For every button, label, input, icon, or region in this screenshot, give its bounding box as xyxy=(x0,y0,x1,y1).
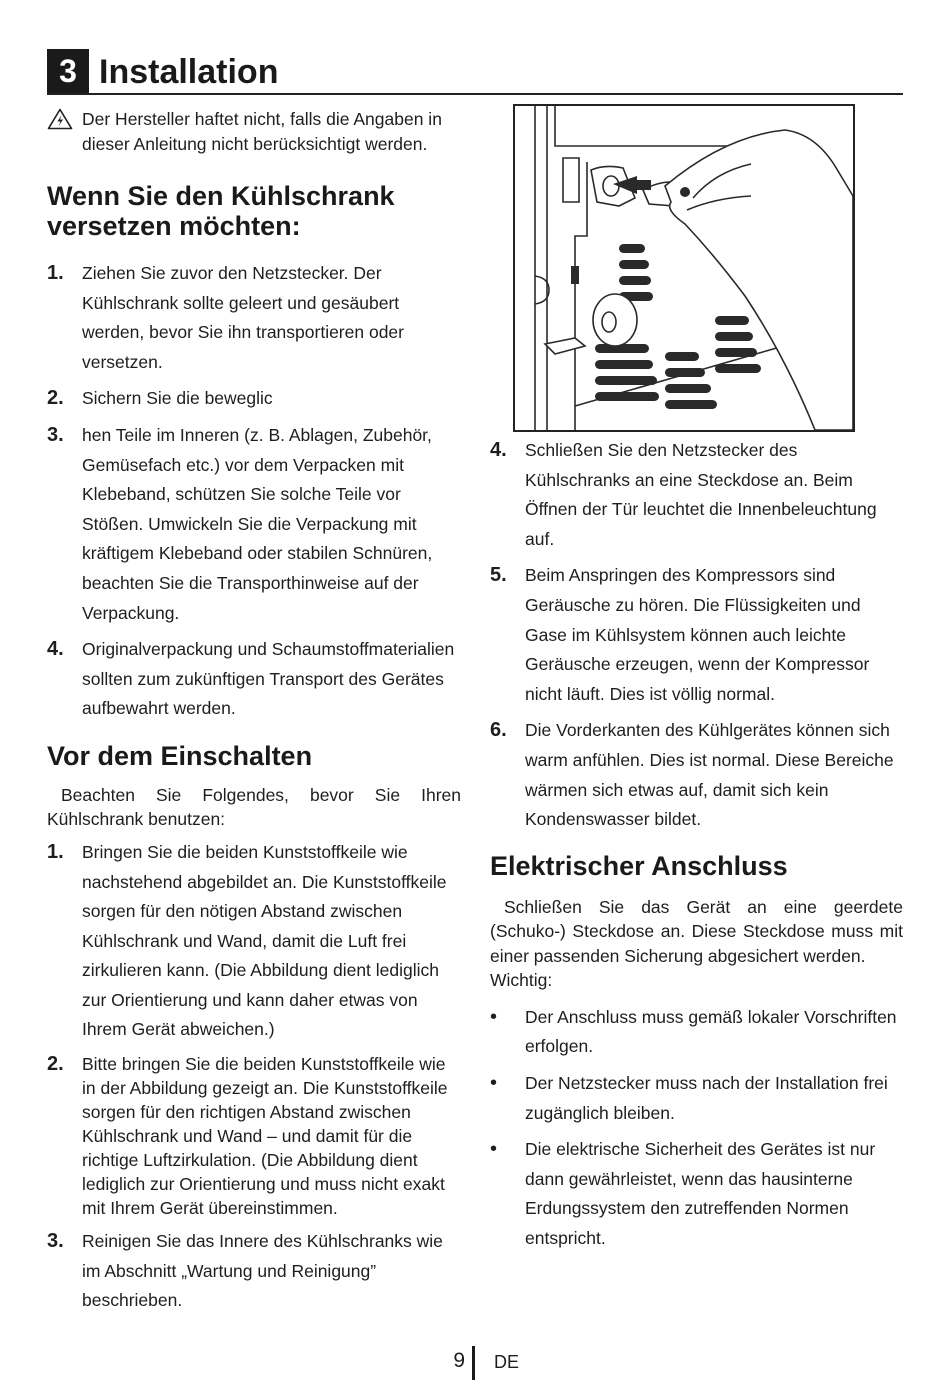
before-steps xyxy=(47,838,461,1316)
step-number: 5. xyxy=(490,564,507,587)
before-intro: Beachten Sie Folgendes, bevor Sie Ihren Kühlschrank benutzen: xyxy=(47,784,461,830)
step-number: 1. xyxy=(47,262,64,284)
heading-move: Wenn Sie den Kühlschrank versetzen möchten: xyxy=(47,181,395,241)
right-column xyxy=(490,436,903,1260)
step-number: 3. xyxy=(47,1230,64,1253)
step-text: hen Teile im Inneren (z. B. Ablagen, Zubehör, Gemüsefach etc.) vor dem Verpacken mit Klebeband, schützen Sie solche Teile vor Stößen. Umwickeln Sie die Verpackung mit kräftigem Klebeband oder stabilen Schnüren, beachten Sie die Transporthinweise auf der Verpackung. xyxy=(82,424,433,623)
footer-divider xyxy=(472,1346,475,1380)
bullet-text: Die elektrische Sicherheit des Gerätes ist nur dann gewährleistet, wenn das hausinterne Erdungssystem den zutreffenden Normen entspricht. xyxy=(525,1139,876,1248)
chapter-title: Installation xyxy=(99,53,279,91)
list-item xyxy=(47,259,461,377)
list-item xyxy=(490,436,903,554)
electrical-intro: Schließen Sie das Gerät an eine geerdete (Schuko-) Steckdose an. Diese Steckdose muss mit einer passenden Sicherung abgesichert werden. xyxy=(490,896,903,966)
step-number: 6. xyxy=(490,719,507,742)
list-item xyxy=(47,635,461,724)
list-item xyxy=(47,421,461,628)
step-text: Bitte bringen Sie die beiden Kunststoffkeile wie in der Abbildung gezeigt an. Die Kunststoffkeile sorgen für den richtigen Abstand zwischen Kühlschrank und Wand – und damit für die richtige Luftzirkulation. (Die Abbildung dient lediglich zur Orientierung und muss nicht exakt mit Ihrem Gerät übereinstimmen. xyxy=(82,1054,448,1219)
left-column xyxy=(47,104,461,1323)
chapter-header xyxy=(47,49,903,95)
warning-text: Der Hersteller haftet nicht, falls die Angaben in dieser Anleitung nicht berücksichtigt werden. xyxy=(82,109,442,154)
step-number: 4. xyxy=(47,638,64,661)
list-item xyxy=(47,1227,461,1316)
step-text: Bringen Sie die beiden Kunststoffkeile wie nachstehend abgebildet an. Die Kunststoffkeile sorgen für den nötigen Abstand zwischen Kühlschrank und Wand, damit die Luft frei zirkulieren kann. (Die Abbildung dient lediglich zur Orientierung und kann daher etwas von Ihrem Gerät abweichen.) xyxy=(82,841,447,1040)
heading-electrical: Elektrischer Anschluss xyxy=(490,850,788,881)
step-number: 2. xyxy=(47,387,64,410)
language-code: DE xyxy=(494,1352,520,1372)
step-text: Beim Anspringen des Kompressors sind Geräusche zu hören. Die Flüssigkeiten und Gase im Kühlsystem können auch leichte Geräusche erzeugen, wenn der Kompressor nicht läuft. Dies ist völlig normal. xyxy=(525,565,870,704)
list-item xyxy=(490,1135,903,1253)
warning-note xyxy=(47,107,461,157)
step-number: 3. xyxy=(47,423,64,446)
bullet-text: Der Anschluss muss gemäß lokaler Vorschriften erfolgen. xyxy=(525,1006,897,1057)
electrical-important: Wichtig: xyxy=(490,970,553,991)
electrical-bullets xyxy=(490,1003,903,1254)
move-steps xyxy=(47,259,461,724)
step-text: Schließen Sie den Netzstecker des Kühlschranks an eine Steckdose an. Beim Öffnen der Tür leuchtet die Innenbeleuchtung auf. xyxy=(525,440,877,549)
step-text: Reinigen Sie das Innere des Kühlschranks wie im Abschnitt „Wartung und Reinigung” beschrieben. xyxy=(82,1231,443,1311)
step-number: 4. xyxy=(490,439,507,461)
page-footer xyxy=(0,1346,950,1382)
chapter-number: 3 xyxy=(47,49,89,93)
list-item xyxy=(490,561,903,709)
page-number: 9 xyxy=(453,1349,465,1372)
step-text: Ziehen Sie zuvor den Netzstecker. Der Kühlschrank sollte geleert und gesäubert werden, bevor Sie ihn transportieren oder versetzen. xyxy=(82,263,404,372)
step-text: Die Vorderkanten des Kühlgerätes können sich warm anfühlen. Dies ist normal. Diese Bereiche wärmen sich etwas auf, damit sich kein Kondenswasser bildet. xyxy=(525,720,894,830)
list-item xyxy=(490,716,903,834)
spacer-installation-illustration xyxy=(513,104,855,432)
step-text: Originalverpackung und Schaumstoffmaterialien sollten zum zukünftigen Transport des Gerätes aufbewahrt werden. xyxy=(82,639,455,719)
bullet-icon: • xyxy=(490,1071,498,1094)
bullet-text: Der Netzstecker muss nach der Installation frei zugänglich bleiben. xyxy=(525,1072,888,1123)
list-item xyxy=(47,384,461,414)
heading-before-start: Vor dem Einschalten xyxy=(47,740,313,771)
illustration-svg xyxy=(515,106,853,430)
step-text: Sichern Sie die beweglic xyxy=(82,388,273,409)
warning-triangle-icon xyxy=(47,108,73,130)
step-number: 1. xyxy=(47,840,64,863)
step-number: 2. xyxy=(47,1053,64,1076)
before-steps-continued xyxy=(490,436,903,835)
list-item xyxy=(490,1069,903,1128)
bullet-icon: • xyxy=(490,1005,498,1028)
list-item xyxy=(47,838,461,1045)
list-item xyxy=(490,1003,903,1062)
list-item xyxy=(47,1052,461,1220)
bullet-icon: • xyxy=(490,1138,498,1161)
